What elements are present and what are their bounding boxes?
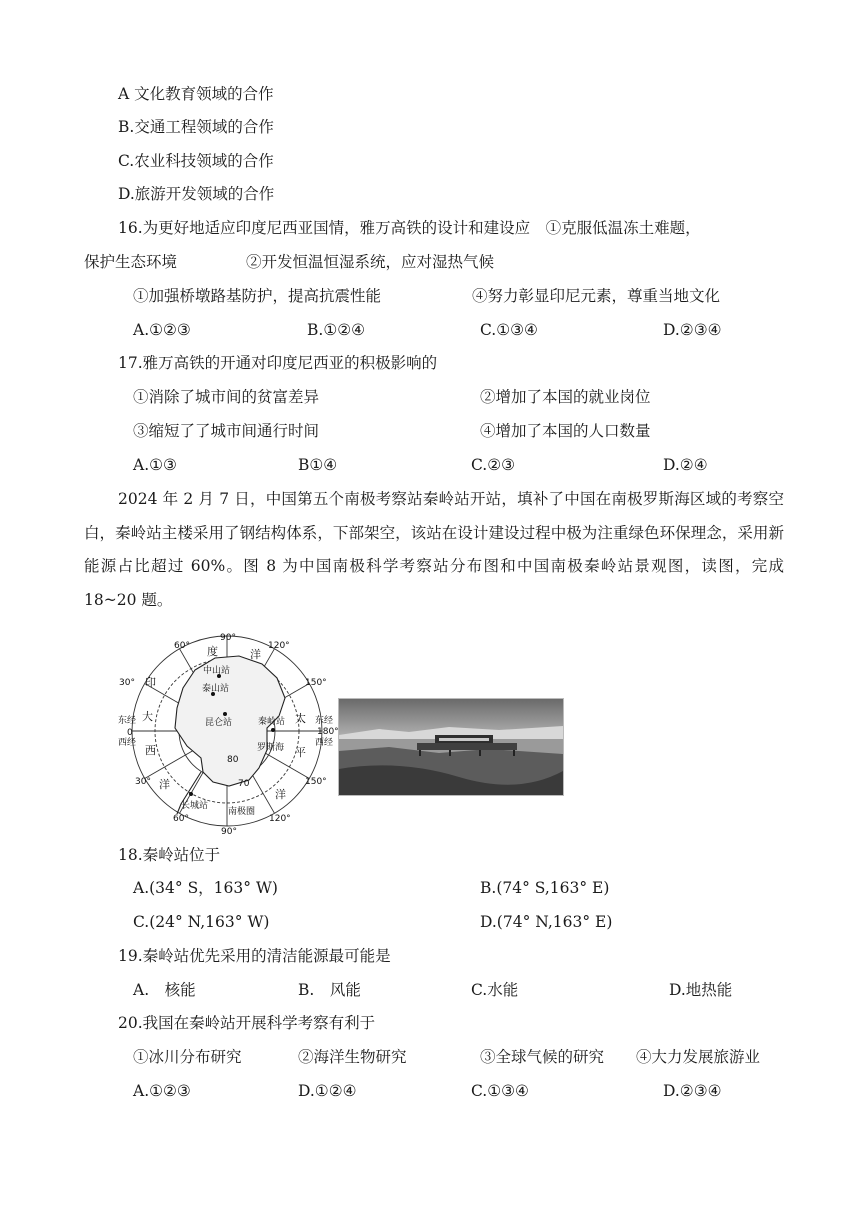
q17-option-b: B①④ [298, 456, 338, 474]
q15-option-b: B.交通工程领域的合作 [118, 118, 274, 136]
q18-option-a: A.(34° S，163° W) [133, 879, 278, 897]
ocean-yin: 印 [145, 676, 156, 689]
label-150-r: 150° [305, 678, 327, 688]
q17-item-4: ④增加了本国的人口数量 [480, 422, 651, 440]
q17-item-2: ②增加了本国的就业岗位 [480, 388, 651, 406]
q20-item-2: ②海洋生物研究 [298, 1048, 407, 1066]
kunlun-station-marker [223, 712, 227, 716]
q16-option-d: D.②③④ [663, 321, 722, 339]
ocean-yang-top: 洋 [250, 648, 261, 661]
label-taishan-station: 泰山站 [202, 684, 230, 694]
label-90-top: 90° [220, 633, 236, 643]
label-60-tl: 60° [174, 641, 190, 651]
qinling-station-photo [338, 698, 564, 796]
q20-item-3: ③全球气候的研究 [480, 1048, 605, 1066]
ocean-da: 大 [142, 710, 153, 723]
q17-item-1: ①消除了城市间的贫富差异 [133, 388, 320, 406]
label-120-tr: 120° [268, 641, 290, 651]
label-150-br: 150° [305, 777, 327, 787]
q19-option-b: B. 风能 [298, 981, 361, 999]
label-90-bottom: 90° [221, 827, 237, 837]
label-west-left: 西经 [118, 738, 137, 748]
q16-item-1-cont: 保护生态环境 [84, 253, 178, 271]
q20-option-d: D.②③④ [663, 1082, 722, 1100]
label-ross-sea: 罗斯海 [257, 743, 285, 753]
q18-stem: 18.秦岭站位于 [118, 846, 221, 864]
qinling-station-marker [271, 728, 275, 732]
q16-item-3: ①加强桥墩路基防护，提高抗震性能 [133, 287, 382, 305]
label-60-bl: 60° [173, 814, 189, 824]
q18-option-c: C.(24° N,163° W) [133, 913, 270, 931]
label-lat-70: 70 [238, 779, 250, 789]
q19-option-a: A. 核能 [133, 981, 196, 999]
ocean-yang-bl: 洋 [159, 778, 170, 791]
passage-text: 2024 年 2 月 7 日，中国第五个南极考察站秦岭站开站，填补了中国在南极罗斯海区域的考察空白，秦岭站主楼采用了钢结构体系，下部架空，该站在设计建设过程中极为注重绿色环保理念，采用新能源占比超过 60%。图 8 为中国南极科学考察站分布图和中国南极秦岭站景观图，读图，完成 18~20 题。 [84, 490, 784, 609]
label-180: 180° [317, 727, 339, 737]
q15-option-a: A 文化教育领域的合作 [118, 85, 274, 103]
q16-option-b: B.①②④ [307, 321, 366, 339]
changcheng-station-marker [189, 792, 193, 796]
ocean-tai: 太 [295, 712, 306, 725]
label-east-left: 东经 [118, 716, 137, 726]
q18-option-d: D.(74° N,163° E) [480, 913, 613, 931]
q20-stem: 20.我国在秦岭站开展科学考察有利于 [118, 1014, 376, 1032]
q16-stem: 16.为更好地适应印度尼西亚国情，雅万高铁的设计和建设应 ①克服低温冻土难题， [118, 219, 701, 237]
ocean-xi: 西 [145, 744, 156, 757]
label-30-bl: 30° [135, 777, 151, 787]
ocean-yang-br: 洋 [275, 788, 286, 801]
q15-option-d: D.旅游开发领域的合作 [118, 185, 275, 203]
label-120-br: 120° [269, 814, 291, 824]
label-west-right: 西经 [315, 738, 334, 748]
q16-option-c: C.①③④ [480, 321, 538, 339]
q20-option-c: C.①③④ [471, 1082, 529, 1100]
q20-item-1: ①冰川分布研究 [133, 1048, 242, 1066]
ocean-du: 度 [207, 645, 218, 658]
label-antarctic-circle: 南极圈 [228, 807, 256, 817]
q19-option-c: C.水能 [471, 981, 519, 999]
q20-item-4: ④大力发展旅游业 [636, 1048, 761, 1066]
antarctic-station-map [117, 628, 339, 838]
label-qinling-station: 秦岭站 [258, 717, 286, 727]
q16-item-4: ④努力彰显印尼元素，尊重当地文化 [472, 287, 721, 305]
ocean-ping: 平 [295, 746, 306, 759]
q20-option-a: A.①②③ [133, 1082, 191, 1100]
q17-option-d: D.②④ [663, 456, 708, 474]
q19-stem: 19.秦岭站优先采用的清洁能源最可能是 [118, 947, 391, 965]
q15-option-c: C.农业科技领域的合作 [118, 152, 274, 170]
q17-option-c: C.②③ [471, 456, 516, 474]
q16-item-2: ②开发恒温恒湿系统，应对湿热气候 [246, 253, 495, 271]
label-east-right: 东经 [315, 716, 334, 726]
q17-option-a: A.①③ [133, 456, 177, 474]
q19-option-d: D.地热能 [669, 981, 733, 999]
label-changcheng-station: 长城站 [181, 801, 209, 811]
label-30-l: 30° [119, 678, 135, 688]
q18-option-b: B.(74° S,163° E) [480, 879, 610, 897]
q16-option-a: A.①②③ [133, 321, 191, 339]
label-lat-80: 80 [227, 755, 239, 765]
q17-stem: 17.雅万高铁的开通对印度尼西亚的积极影响的 [118, 354, 438, 372]
q20-option-b: D.①②④ [298, 1082, 357, 1100]
q17-item-3: ③缩短了了城市间通行时间 [133, 422, 320, 440]
label-kunlun-station: 昆仑站 [205, 718, 233, 728]
label-zhongshan-station: 中山站 [203, 666, 231, 676]
label-zero: 0 [127, 728, 133, 738]
